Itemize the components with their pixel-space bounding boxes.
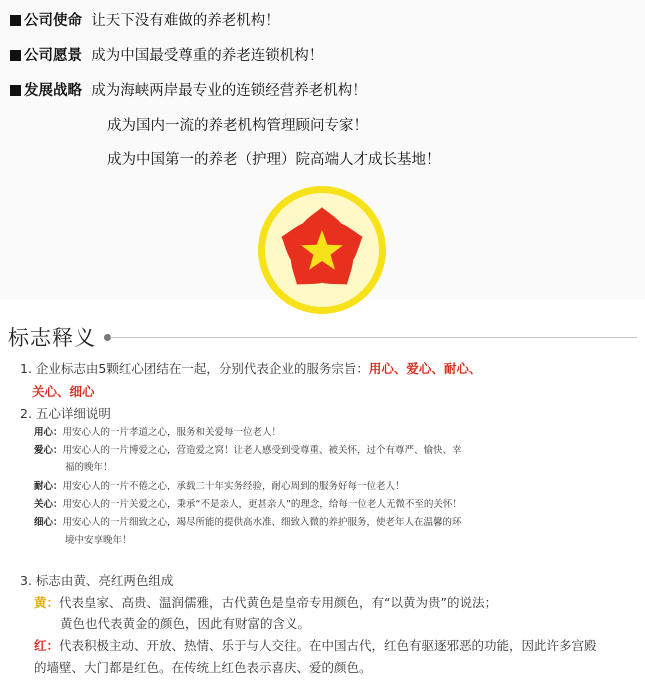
strategy-line: 成为中国第一的养老（护理）院高端人才成长基地！ xyxy=(107,152,441,168)
detail-row xyxy=(65,533,132,549)
item2-title: 2. 五心详细说明 xyxy=(20,406,111,421)
item1-line2 xyxy=(32,383,95,401)
mission-row xyxy=(10,11,280,31)
strategy-row-2 xyxy=(107,116,368,136)
detail-text: 福的晚年！ xyxy=(65,462,113,473)
strategy-row-3 xyxy=(107,150,441,170)
detail-term: 关心： xyxy=(34,499,63,510)
detail-text: 用安心人的一片孝道之心，服务和关爱每一位老人！ xyxy=(62,427,282,438)
strategy-label: 发展战略 xyxy=(24,83,82,99)
detail-term: 用心： xyxy=(34,427,63,438)
section-divider xyxy=(110,337,637,338)
detail-text: 用安心人的一片关爱之心，秉承“不是亲人，更甚亲人”的理念，给每一位老人无微不至的关怀！ xyxy=(62,499,462,510)
vision-row xyxy=(10,46,323,66)
vision-label: 公司愿景 xyxy=(24,48,82,64)
bullet-square-icon xyxy=(10,50,21,61)
yellow-text-cont: 黄色也代表黄金的颜色，因此有财富的含义。 xyxy=(60,616,311,631)
detail-row xyxy=(34,497,462,513)
strategy-row xyxy=(10,81,367,101)
section-title: 标志释义 xyxy=(8,326,96,350)
item1-text: 1. 企业标志由5颗红心团结在一起，分别代表企业的服务宗旨： xyxy=(20,361,369,376)
item1-hearts-cont: 关心、细心 xyxy=(32,384,95,399)
red-line1 xyxy=(34,637,597,655)
detail-row xyxy=(34,425,281,441)
detail-row xyxy=(34,443,462,459)
detail-row xyxy=(34,479,405,495)
detail-term: 爱心： xyxy=(34,445,63,456)
strategy-line: 成为海峡两岸最专业的连锁经营养老机构！ xyxy=(91,83,367,99)
red-text: 代表积极主动、开放、热情、乐于与人交往。在中国古代，红色有驱逐邪恶的功能，因此许多宫殿 xyxy=(59,638,597,653)
mission-text: 让天下没有难做的养老机构！ xyxy=(91,13,280,29)
company-logo xyxy=(257,185,387,315)
detail-row xyxy=(65,460,113,476)
yellow-line1 xyxy=(34,594,497,612)
mission-label: 公司使命 xyxy=(24,13,82,29)
detail-text: 用安心人的一片不倦之心，承载二十年实务经验，耐心周到的服务好每一位老人！ xyxy=(62,481,405,492)
red-term: 红： xyxy=(34,638,60,653)
detail-term: 耐心： xyxy=(34,481,63,492)
yellow-line2 xyxy=(60,615,310,633)
vision-text: 成为中国最受尊重的养老连锁机构！ xyxy=(91,48,324,64)
strategy-line: 成为国内一流的养老机构管理顾问专家！ xyxy=(107,118,368,134)
red-line2 xyxy=(34,659,372,677)
bullet-square-icon xyxy=(10,15,21,26)
detail-row xyxy=(34,515,462,531)
detail-text: 境中安享晚年！ xyxy=(65,535,132,546)
detail-term: 细心： xyxy=(34,517,63,528)
red-text-cont: 的墙壁、大门都是红色。在传统上红色表示喜庆、爱的颜色。 xyxy=(34,660,372,675)
yellow-term: 黄： xyxy=(34,595,60,610)
item3-title: 3. 标志由黄、亮红两色组成 xyxy=(20,573,174,588)
item1-line1 xyxy=(20,360,481,378)
detail-text: 用安心人的一片细致之心，竭尽所能的提供高水准、细致入微的养护服务，使老年人在温馨的环 xyxy=(62,517,462,528)
yellow-text: 代表皇家、高贵、温润儒雅，古代黄色是皇帝专用颜色，有“以黄为贵”的说法； xyxy=(59,595,497,610)
item1-hearts: 用心、爱心、耐心、 xyxy=(368,361,482,376)
detail-text: 用安心人的一片博爱之心，营造爱之窝！让老人感受到受尊重、被关怀，过个有尊严、愉快、幸 xyxy=(62,445,462,456)
bullet-square-icon xyxy=(10,85,21,96)
